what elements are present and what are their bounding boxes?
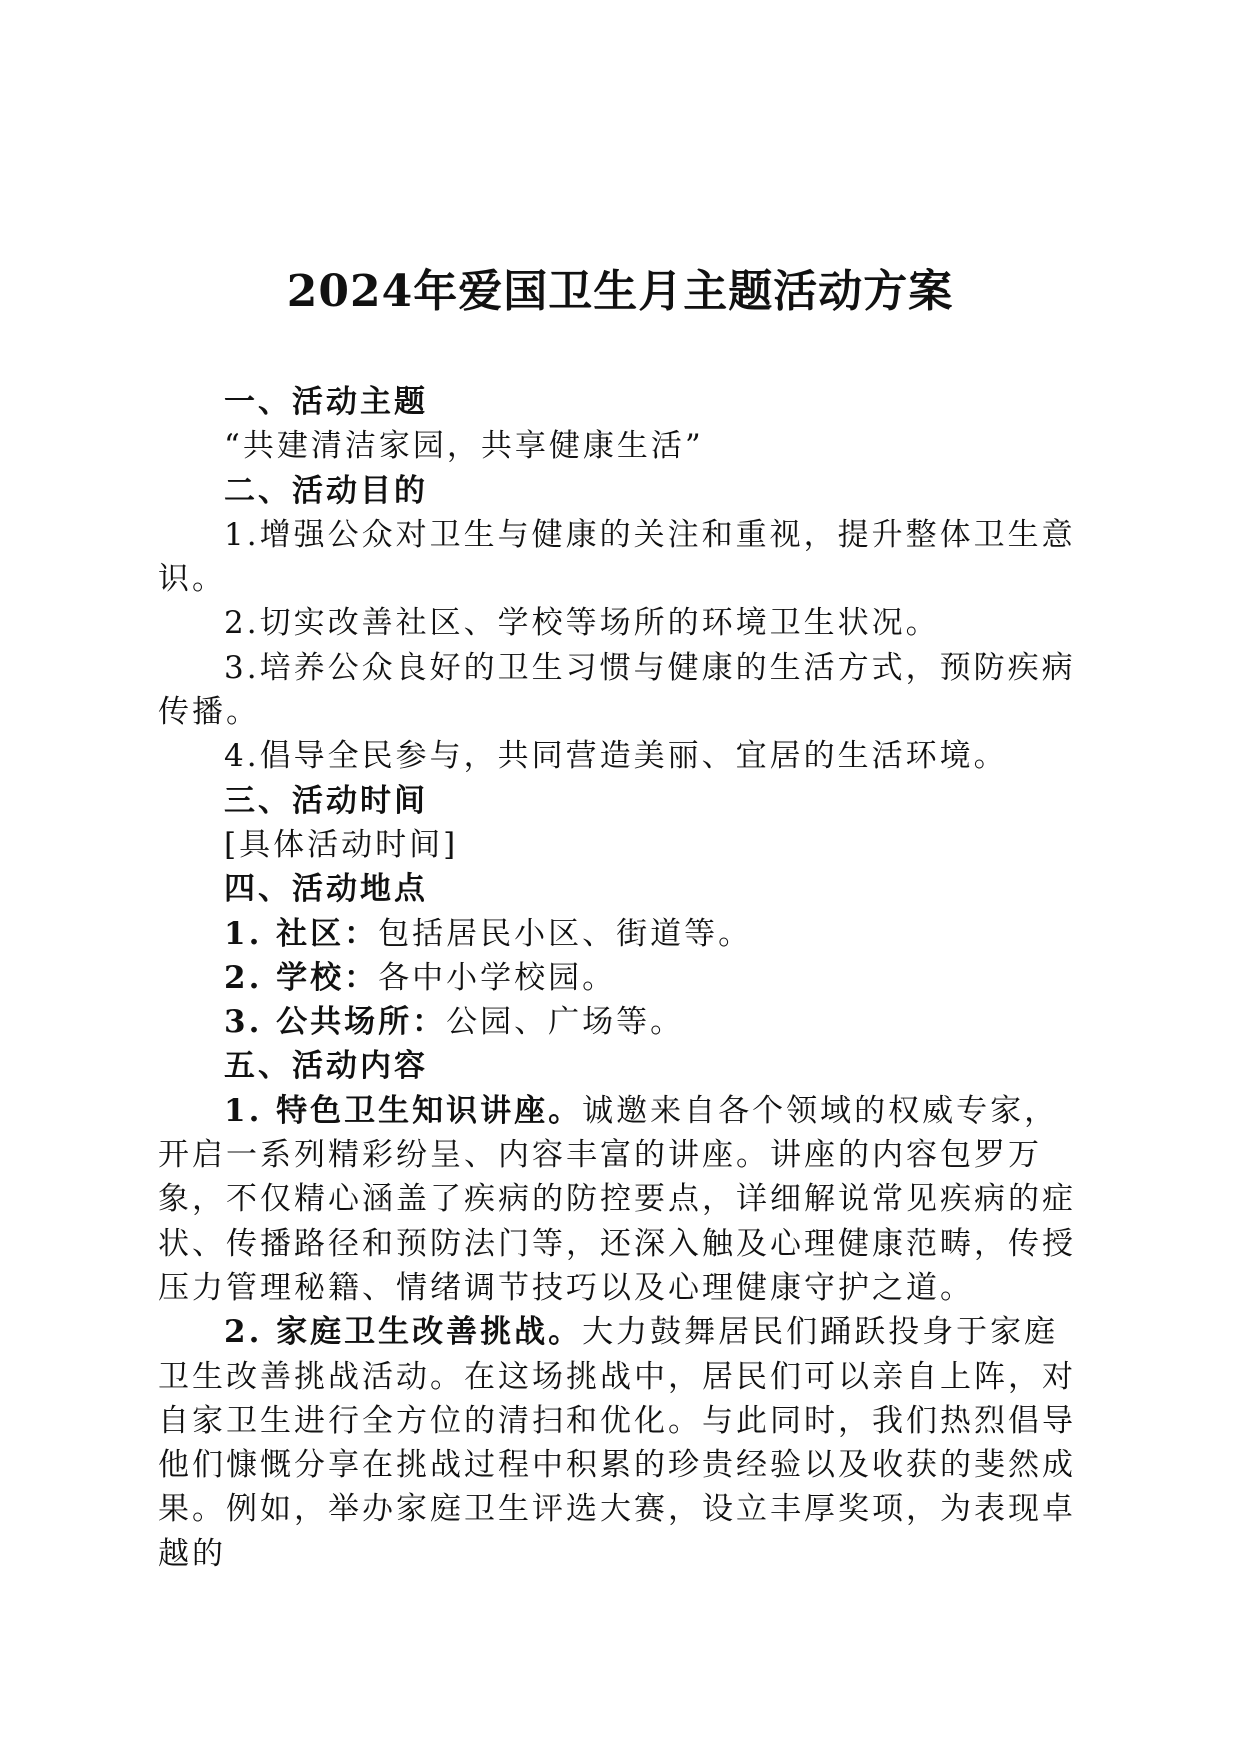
location-text: 各中小学校园。 <box>378 959 617 996</box>
document-title: 2024年爱国卫生月主题活动方案 <box>286 266 954 317</box>
location-label: 2. 学校： <box>224 959 379 996</box>
location-item <box>158 1000 1082 1044</box>
content-label: 2. 家庭卫生改善挑战。 <box>224 1314 583 1351</box>
section-heading-purpose: 二、活动目的 <box>224 472 428 509</box>
purpose-item: 1.增强公众对卫生与健康的关注和重视，提升整体卫生意识。 <box>158 516 1076 598</box>
purpose-item: 4.倡导全民参与，共同营造美丽、宜居的生活环境。 <box>224 738 1008 775</box>
activity-time: [具体活动时间] <box>224 826 459 863</box>
location-text: 公园、广场等。 <box>446 1004 685 1041</box>
section-heading-theme: 一、活动主题 <box>224 384 428 420</box>
content-text: 大力鼓舞居民们踊跃投身于家庭卫生改善挑战活动。在这场挑战中，居民们可以亲自上阵，对自家卫生进行全方位的清扫和优化。与此同时，我们热烈倡导他们慷慨分享在挑战过程中积累的珍贵经验以及收获的斐然成果。例如，举办家庭卫生评选大赛，设立丰厚奖项，为表现卓越的 <box>158 1314 1076 1572</box>
purpose-item: 2.切实改善社区、学校等场所的环境卫生状况。 <box>224 605 940 642</box>
location-text: 包括居民小区、街道等。 <box>378 915 753 952</box>
section-heading-content: 五、活动内容 <box>224 1048 428 1085</box>
theme-slogan: “共建清洁家园，共享健康生活” <box>224 428 704 465</box>
location-item <box>158 956 1082 1000</box>
location-label: 1. 社区： <box>224 915 379 952</box>
location-label: 3. 公共场所： <box>224 1004 447 1041</box>
content-label: 1. 特色卫生知识讲座。 <box>224 1092 583 1129</box>
document-body <box>158 380 1082 1576</box>
content-item <box>158 1310 1082 1576</box>
section-heading-location: 四、活动地点 <box>224 871 428 908</box>
content-item <box>158 1089 1082 1310</box>
location-item <box>158 912 1082 956</box>
purpose-item: 3.培养公众良好的卫生习惯与健康的生活方式，预防疾病传播。 <box>158 649 1076 731</box>
content-text: 诚邀来自各个领域的权威专家，开启一系列精彩纷呈、内容丰富的讲座。讲座的内容包罗万象，不仅精心涵盖了疾病的防控要点，详细解说常见疾病的症状、传播路径和预防法门等，还深入触及心理健康范畴，传授压力管理秘籍、情绪调节技巧以及心理健康守护之道。 <box>158 1092 1076 1306</box>
section-heading-time: 三、活动时间 <box>224 782 428 819</box>
